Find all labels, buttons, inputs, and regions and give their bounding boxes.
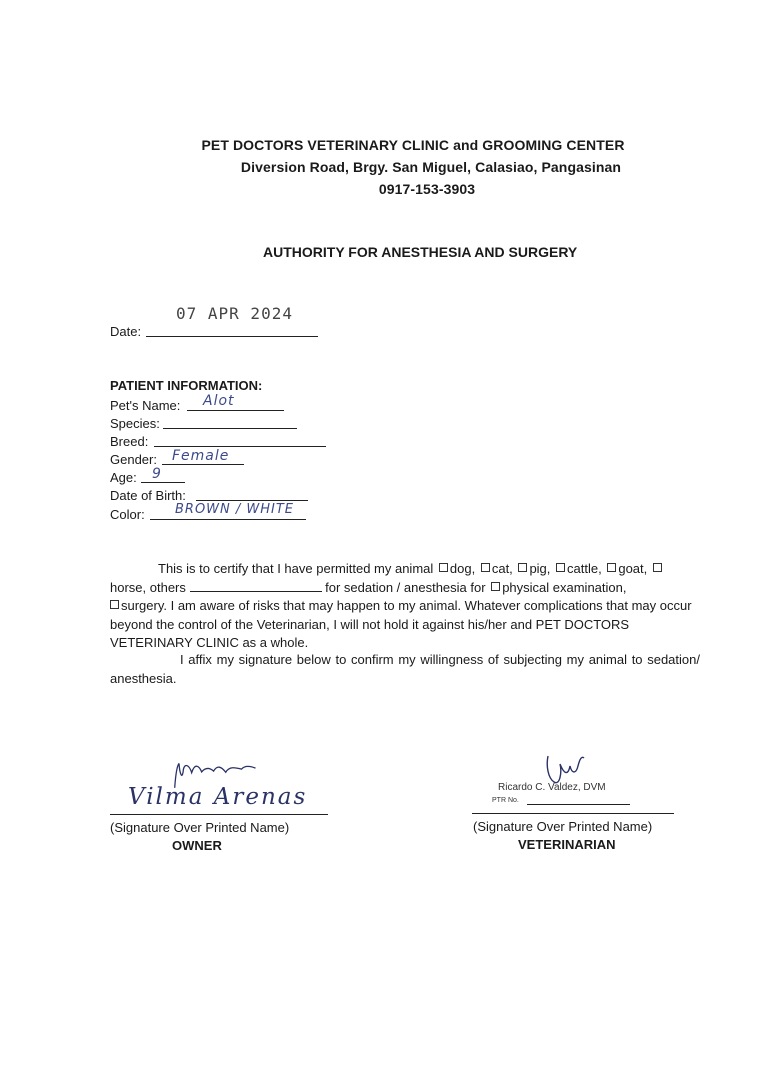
horse-checkbox[interactable] (653, 563, 662, 572)
pig-checkbox[interactable] (518, 563, 527, 572)
affirmation-paragraph (110, 651, 700, 688)
physical-exam-checkbox[interactable] (491, 582, 500, 591)
date-stamp: 07 APR 2024 (176, 304, 293, 323)
owner-signature-line (110, 814, 328, 815)
vet-ptr-line (527, 804, 630, 805)
physical-exam-label: physical examination, (502, 579, 627, 595)
age-value: 9 (152, 466, 162, 482)
vet-caption: (Signature Over Printed Name) (473, 819, 653, 834)
horse-others-label: horse, others (110, 579, 186, 595)
owner-printed-signature: Vilma Arenas (128, 784, 308, 810)
clinic-name: PET DOCTORS VETERINARY CLINIC and GROOMING CENTER (201, 137, 625, 153)
cattle-checkbox[interactable] (556, 563, 565, 572)
pets-name-line (187, 410, 284, 411)
certify-line-2 (110, 579, 700, 598)
cat-checkbox[interactable] (481, 563, 490, 572)
species-line (163, 428, 297, 429)
dog-checkbox[interactable] (439, 563, 448, 572)
color-label: Color: (110, 507, 145, 522)
cat-label: cat, (491, 561, 513, 576)
gender-label: Gender: (110, 452, 157, 467)
affirmation-text: I affix my signature below to confirm my willingness of subjecting my animal to sedation/ anesthesia. (110, 652, 700, 686)
pig-label: pig, (529, 561, 551, 576)
gender-value: Female (172, 448, 230, 464)
clinic-phone: 0917-153-3903 (378, 181, 476, 197)
surgery-text: surgery. I am aware of risks that may happen to my animal. Whatever complications that may occur beyond the control of the Veterinarian, I will not hold it against his/her and PET DOCTORS VETERINARY CLINIC as a whole. (110, 598, 692, 650)
certify-line-3 (110, 597, 700, 653)
vet-stamp-name: Ricardo C. Valdez, DVM (498, 782, 606, 793)
vet-signature-line (472, 813, 674, 814)
date-label: Date: (110, 324, 142, 339)
dob-line (196, 500, 308, 501)
certification-paragraph (110, 560, 700, 653)
color-value: BROWN / WHITE (175, 502, 295, 517)
form-title: AUTHORITY FOR ANESTHESIA AND SURGERY (263, 244, 578, 260)
vet-role: VETERINARIAN (518, 837, 616, 852)
gender-line (162, 464, 244, 465)
patient-info-heading: PATIENT INFORMATION: (110, 378, 263, 393)
breed-label: Breed: (110, 434, 149, 449)
dog-label: dog, (449, 561, 476, 576)
dob-label: Date of Birth: (110, 488, 186, 503)
cattle-label: cattle, (567, 561, 602, 576)
goat-label: goat, (618, 561, 648, 576)
age-label: Age: (110, 470, 137, 485)
clinic-address: Diversion Road, Brgy. San Miguel, Calasiao, Pangasinan (240, 159, 622, 175)
age-line (141, 482, 185, 483)
color-line (150, 519, 306, 520)
certify-line-1 (110, 560, 700, 579)
species-label: Species: (110, 416, 160, 431)
owner-caption: (Signature Over Printed Name) (110, 820, 290, 835)
pets-name-label: Pet's Name: (110, 398, 181, 413)
goat-checkbox[interactable] (607, 563, 616, 572)
certify-intro: This is to certify that I have permitted my animal (158, 561, 434, 576)
pets-name-value: Alot (203, 393, 235, 409)
owner-role: OWNER (172, 838, 222, 853)
breed-line (154, 446, 326, 447)
others-blank[interactable] (190, 579, 322, 592)
for-sedation-text: for sedation / anesthesia for (325, 579, 486, 595)
date-line (146, 336, 318, 337)
vet-ptr-label: PTR No. (492, 797, 519, 804)
surgery-checkbox[interactable] (110, 600, 119, 609)
